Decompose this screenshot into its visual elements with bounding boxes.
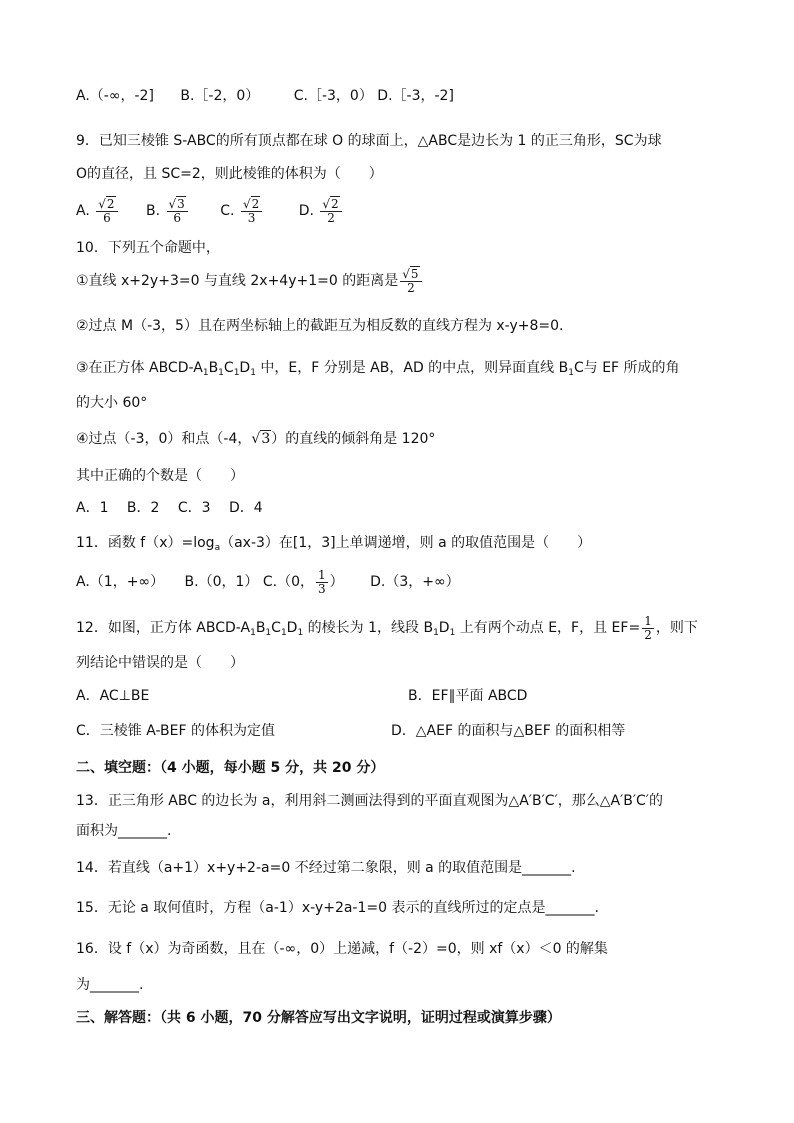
q10-statement-3-part-d: D	[239, 360, 251, 376]
q10-statement-4-part-b: ）的直线的倾斜角是 120°	[271, 431, 436, 447]
q8-option-a: A.（-∞，-2]	[76, 88, 154, 104]
q10-statement-3-part-e: 中，E，F 分别是 AB，AD 的中点，则异面直线 B	[255, 360, 569, 376]
q12-option-b: B．EF∥平面 ABCD	[408, 688, 528, 704]
q9-stem-line1: 9．已知三棱锥 S-ABC的所有顶点都在球 O 的球面上，△ABC是边长为 1 的正三角形，SC为球	[76, 133, 662, 149]
subscript-1: 1	[297, 628, 304, 638]
subscript-1: 1	[250, 628, 256, 638]
q11-option-c-fraction	[316, 569, 328, 596]
q12-part-d: D	[286, 620, 298, 636]
q9-option-b-radicand: 3	[177, 196, 185, 211]
q10-statement-1-text: ①直线 x+2y+3=0 与直线 2x+4y+1=0 的距离是	[76, 273, 399, 289]
q13-line2: 面积为_______.	[76, 823, 172, 839]
q14: 14．若直线（a+1）x+y+2-a=0 不经过第二象限，则 a 的取值范围是_______.	[76, 860, 576, 876]
q12-fraction	[642, 615, 654, 642]
q10-statement-1-fraction: $\frac{√5}{2}$	[400, 268, 421, 295]
q15: 15．无论 a 取何值时，方程（a-1）x-y+2a-1=0 表示的直线所过的定点是_______.	[76, 900, 599, 916]
q12-options-row1	[76, 686, 734, 706]
q11-option-b: B.（0，1）	[184, 574, 259, 590]
q8-option-d: D.［-3，-2]	[377, 88, 454, 104]
q10-statement-1	[76, 266, 734, 296]
section-2-heading: 二、填空题：（4 小题，每小题 5 分，共 20 分）	[76, 760, 385, 776]
q12-part-c: C	[271, 620, 281, 636]
q11-stem-part-b: （ax-3）在[1，3]上单调递增，则 a 的取值范围是（ ）	[220, 535, 592, 551]
subscript-1: 1	[449, 628, 456, 638]
q11-stem	[76, 533, 734, 558]
q12-option-a: A．AC⊥BE	[76, 688, 150, 704]
q12-part-f: D	[438, 620, 450, 636]
q11-options	[76, 567, 734, 597]
q10-statement-1-denominator: 2	[407, 280, 415, 295]
q9-option-b-fraction: $\frac{√3}{6}$	[167, 198, 188, 225]
q9-option-d-denominator: 2	[327, 210, 335, 225]
subscript-1: 1	[202, 368, 209, 378]
q10-statement-3-part-a: ③在正方体 ABCD-A	[76, 360, 203, 376]
q10-intro: 10．下列五个命题中，	[76, 240, 220, 256]
section-3-heading: 三、解答题：（共 6 小题，70 分解答应写出文字说明，证明过程或演算步骤）	[76, 1010, 561, 1026]
q16-line1: 16．设 f（x）为奇函数，且在（-∞，0）上递减，f（-2）=0，则 xf（x）＜0 的解集	[76, 941, 608, 957]
q10-statement-3-line1	[76, 358, 734, 383]
q9-option-c-label: C.	[220, 203, 235, 219]
q10-statement-3-part-b: B	[208, 360, 219, 376]
q9-option-a-radicand: 2	[106, 196, 115, 211]
q12-part-e: 的棱长为 1，线段 B	[303, 620, 434, 636]
q10-statement-2: ②过点 M（-3，5）且在两坐标轴上的截距互为相反数的直线方程为 x-y+8=0.	[76, 318, 564, 334]
q8-options	[76, 86, 734, 106]
q12-part-h: ，则下	[655, 620, 698, 636]
q12-option-c: C．三棱锥 A-BEF 的体积为定值	[76, 723, 276, 739]
q9-option-a-fraction: $\frac{√2}{6}$	[96, 198, 117, 225]
q9-option-c-fraction: $\frac{√2}{3}$	[241, 198, 262, 225]
subscript-1: 1	[250, 368, 256, 378]
q9-option-b-label: B.	[145, 203, 161, 219]
q9-option-a-denominator: 6	[103, 210, 111, 225]
q10-statement-4-sqrt: √3	[251, 431, 271, 447]
q8-option-c: C.［-3，0）	[293, 88, 373, 104]
q12-part-a: 12．如图，正方体 ABCD-A	[76, 620, 251, 636]
subscript-1: 1	[280, 628, 287, 638]
q12-part-b: B	[255, 620, 266, 636]
q12-stem-line1	[76, 613, 734, 648]
q11-option-c-numerator: 1	[318, 567, 326, 582]
q10-question: 其中正确的个数是（ ）	[76, 468, 244, 484]
q10-statement-4	[76, 429, 734, 449]
q9-options	[76, 196, 734, 226]
q12-denominator: 2	[644, 627, 652, 642]
q12-numerator: 1	[644, 613, 652, 628]
q9-option-d-radicand: 2	[331, 196, 339, 211]
q8-option-b: B.［-2，0）	[180, 88, 260, 104]
q11-option-a: A.（1，+∞）	[76, 574, 165, 590]
q12-option-d: D．△AEF 的面积与△BEF 的面积相等	[391, 723, 626, 739]
q9-option-c-radicand: 2	[251, 196, 260, 211]
q11-option-d: D.（3，+∞）	[370, 574, 460, 590]
q10-statement-3-part-f: C与 EF 所成的角	[573, 360, 680, 376]
subscript-1: 1	[568, 368, 574, 378]
q10-statement-3-line2: 的大小 60°	[76, 395, 148, 411]
q12-part-g: 上有两个动点 E，F，且 EF=	[455, 620, 641, 636]
q13-line1: 13．正三角形 ABC 的边长为 a，利用斜二测画法得到的平面直观图为△A′B′C′，那么△A′B′C′的	[76, 793, 663, 809]
q10-statement-4-radicand: 3	[261, 431, 271, 447]
q11-option-c-denominator: 3	[318, 581, 326, 596]
q12-stem-line2: 列结论中错误的是（ ）	[76, 655, 244, 671]
q9-option-a-label: A.	[76, 203, 90, 219]
subscript-1: 1	[233, 368, 240, 378]
q10-statement-3-part-c: C	[223, 360, 234, 376]
q9-option-b-denominator: 6	[173, 210, 181, 225]
q11-stem-part-a: 11．函数 f（x）=log	[76, 535, 215, 551]
q9-option-c-denominator: 3	[247, 210, 256, 225]
q9-option-d-label: D.	[298, 203, 314, 219]
q10-statement-1-radicand: 5	[410, 266, 419, 281]
subscript-1: 1	[218, 368, 224, 378]
q16-line2: 为_______.	[76, 977, 144, 993]
subscript-1: 1	[433, 628, 439, 638]
q11-log-base: a	[214, 543, 221, 553]
q11-option-c-prefix: C.（0，	[262, 574, 315, 590]
q9-stem-line2: O的直径，且 SC=2，则此棱锥的体积为（ ）	[76, 166, 383, 182]
q9-option-d-fraction: $\frac{√2}{2}$	[320, 198, 341, 225]
q11-option-c-suffix: ）	[329, 574, 344, 590]
subscript-1: 1	[265, 628, 272, 638]
q10-statement-4-part-a: ④过点（-3，0）和点（-4，	[76, 431, 252, 447]
q10-options: A．1 B．2 C．3 D．4	[76, 500, 263, 516]
